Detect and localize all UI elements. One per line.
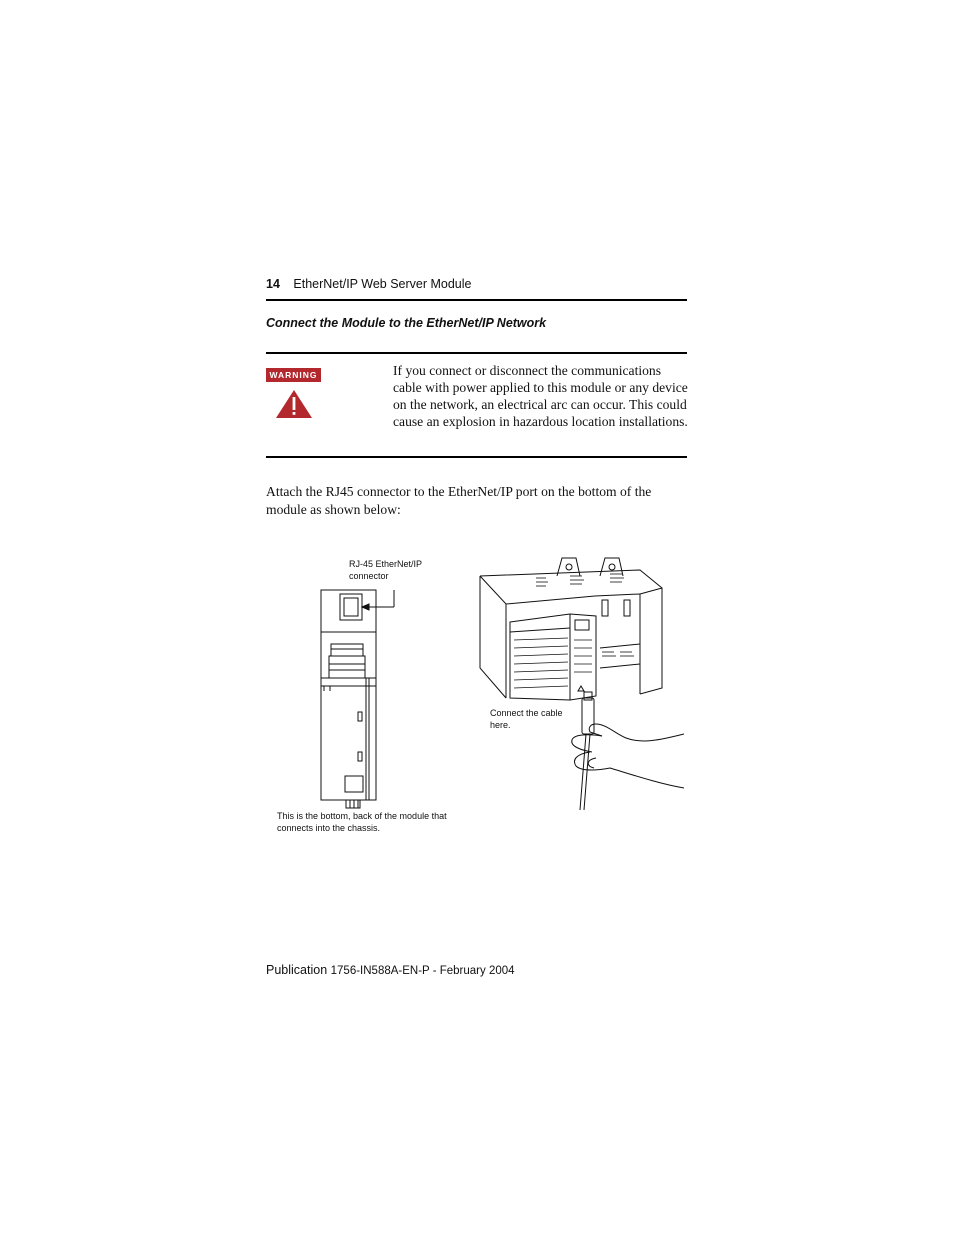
module-connection-figure [270,548,690,848]
hand-cable-illustration [572,692,684,810]
chassis-illustration [480,558,662,700]
module-bottom-view [321,590,376,808]
publication-label: Publication [266,963,328,977]
warning-badge: WARNING [266,368,321,382]
body-paragraph: Attach the RJ45 connector to the EtherNet/IP port on the bottom of the module as shown below: [266,484,652,517]
page-header-title: EtherNet/IP Web Server Module [293,277,472,291]
warning-text: If you connect or disconnect the communications cable with power applied to this module or any device on the network, an electrical arc can occur. This could cause an explosion in hazardous location installations. [393,363,688,429]
page-number: 14 [266,277,280,291]
header-rule [266,299,687,301]
connect-cable-label: Connect the cable here. [490,708,563,730]
page-footer [266,963,515,977]
module-bottom-label: This is the bottom, back of the module that connects into the chassis. [277,811,447,833]
section-title: Connect the Module to the EtherNet/IP Network [266,316,547,330]
publication-code: 1756-IN588A-EN-P - February 2004 [330,965,515,977]
warning-rule-bottom [266,456,687,458]
page-header [266,277,687,291]
warning-rule-top [266,352,687,354]
rj45-connector-label: RJ-45 EtherNet/IP connector [349,559,422,581]
warning-triangle-icon [275,389,313,419]
